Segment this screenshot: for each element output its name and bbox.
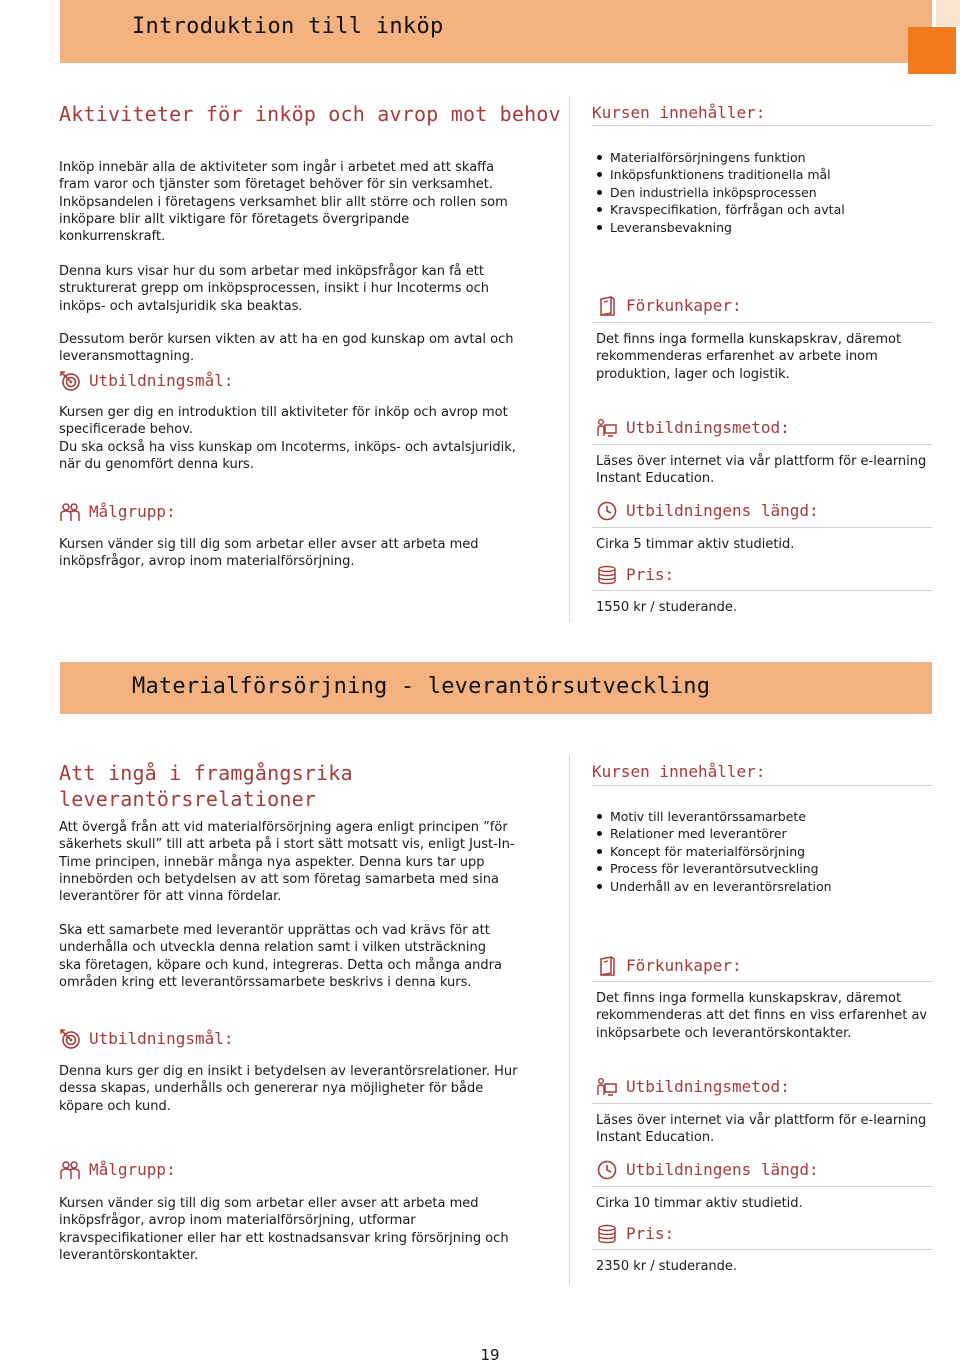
- goal-text: Kursen ger dig en introduktion till aktiviteter för inköp och avrop mot specificerade behov. Du ska också ha viss kunskap om Incoterms, inköps- och avtalsjuridik, när du genomfört denna kurs.: [59, 405, 516, 472]
- price-heading: [596, 564, 674, 586]
- divider: [592, 1249, 932, 1250]
- price-text: 2350 kr / studerande.: [596, 1259, 738, 1274]
- price-label: Pris:: [626, 565, 675, 585]
- length-label: Utbildningens längd:: [626, 501, 819, 521]
- target-icon: [59, 1028, 81, 1050]
- method-text: Läses över internet via vår plattform för e-learning Instant Education.: [596, 1113, 927, 1146]
- decorative-square: [936, 0, 960, 26]
- decorative-square: [908, 27, 956, 74]
- divider: [592, 785, 932, 786]
- length-heading: [596, 1159, 819, 1181]
- prereq-heading: [596, 295, 742, 317]
- goal-text: Denna kurs ger dig en insikt i betydelsen av leverantörsrelationer. Hur dessa skapas, underhålls och genererar nya möjligheter för både köpare och kund.: [59, 1064, 518, 1114]
- coins-icon: [596, 1223, 618, 1245]
- length-label: Utbildningens längd:: [626, 1160, 819, 1180]
- book-icon: [596, 955, 618, 977]
- divider: [592, 322, 932, 323]
- goal-label: Utbildningsmål:: [89, 1029, 234, 1049]
- list-item: Underhåll av en leverantörsrelation: [596, 878, 932, 895]
- book-icon: [596, 295, 618, 317]
- method-heading: [596, 417, 790, 439]
- coins-icon: [596, 564, 618, 586]
- course-heading: Att ingå i framgångsrika leverantörsrelationer: [59, 761, 353, 811]
- prereq-label: Förkunkaper:: [626, 956, 742, 976]
- column-separator: [569, 96, 570, 622]
- divider: [592, 444, 932, 445]
- method-heading: [596, 1076, 790, 1098]
- clock-icon: [596, 1159, 618, 1181]
- list-item: Inköpsfunktionens traditionella mål: [596, 166, 932, 183]
- page-number: 19: [480, 1346, 500, 1363]
- list-item: Den industriella inköpsprocessen: [596, 184, 932, 201]
- column-separator: [569, 755, 570, 1285]
- intro-paragraph: Inköp innebär alla de aktiviteter som ingår i arbetet med att skaffa fram varor och tjänster som företaget behöver för sin verksamhet. Inköpsandelen i företagens verksamhet blir allt större och rollen som inköpare blir allt viktigare för företagets övergripande konkurrenskraft.: [59, 160, 508, 245]
- length-heading: [596, 500, 819, 522]
- prereq-text: Det finns inga formella kunskapskrav, däremot rekommenderas erfarenhet av arbete inom produktion, lager och logistik.: [596, 332, 902, 382]
- divider: [592, 981, 932, 982]
- price-label: Pris:: [626, 1224, 675, 1244]
- list-item: Kravspecifikation, förfrågan och avtal: [596, 201, 932, 218]
- contents-list: [596, 808, 932, 895]
- list-item: Koncept för materialförsörjning: [596, 843, 932, 860]
- list-item: Process för leverantörsutveckling: [596, 860, 932, 877]
- goal-label: Utbildningsmål:: [89, 371, 234, 391]
- clock-icon: [596, 500, 618, 522]
- list-item: Relationer med leverantörer: [596, 825, 932, 842]
- intro-paragraph: Att övergå från att vid materialförsörjning agera enligt principen ”för säkerhets skull” till att arbeta på i stort sätt motsatt vis, enligt Just-In-Time principen, innebär många nya aspekter. Denna kurs tar upp innebörden och betydelsen av att som företag samarbeta med sina leverantörer för att vinna fördelar.: [59, 820, 515, 905]
- goal-heading: [59, 1028, 234, 1050]
- target-group-heading: [59, 501, 176, 523]
- target-group-label: Målgrupp:: [89, 1160, 176, 1180]
- prereq-label: Förkunkaper:: [626, 296, 742, 316]
- length-text: Cirka 10 timmar aktiv studietid.: [596, 1196, 803, 1211]
- computer-icon: [596, 417, 618, 439]
- goal-heading: [59, 370, 234, 392]
- list-item: Materialförsörjningens funktion: [596, 149, 932, 166]
- course-heading: Aktiviteter för inköp och avrop mot behov: [59, 102, 561, 126]
- divider: [592, 1103, 932, 1104]
- people-icon: [59, 501, 81, 523]
- intro-paragraph: Dessutom berör kursen vikten av att ha en god kunskap om avtal och leveransmottagning.: [59, 332, 514, 365]
- contents-list: [596, 149, 932, 236]
- divider: [592, 590, 932, 591]
- divider: [592, 125, 932, 126]
- prereq-text: Det finns inga formella kunskapskrav, däremot rekommenderas att det finns en viss erfarenhet av inköpsarbete och leverantörskontakter.: [596, 991, 928, 1041]
- divider: [592, 527, 932, 528]
- section-title: Materialförsörjning - leverantörsutveckling: [132, 674, 711, 699]
- length-text: Cirka 5 timmar aktiv studietid.: [596, 537, 795, 552]
- list-item: Motiv till leverantörssamarbete: [596, 808, 932, 825]
- computer-icon: [596, 1076, 618, 1098]
- contents-heading: Kursen innehåller:: [592, 103, 766, 122]
- price-text: 1550 kr / studerande.: [596, 600, 738, 615]
- intro-paragraph: Ska ett samarbete med leverantör upprättas och vad krävs för att underhålla och utveckla denna relation samt i vilken utsträckning ska företagen, köpare och kund, integreras. Detta och många andra områden kring ett leverantörssamarbete beskrivs i denna kurs.: [59, 923, 502, 990]
- section-banner: [60, 0, 932, 63]
- method-text: Läses över internet via vår plattform för e-learning Instant Education.: [596, 454, 927, 487]
- prereq-heading: [596, 955, 742, 977]
- target-group-heading: [59, 1159, 176, 1181]
- intro-paragraph: Denna kurs visar hur du som arbetar med inköpsfrågor kan få ett strukturerat grepp om inköpsprocessen, insikt i hur Incoterms och inköps- och avtalsjuridik ska beaktas.: [59, 264, 489, 314]
- target-icon: [59, 370, 81, 392]
- target-group-label: Målgrupp:: [89, 502, 176, 522]
- section-banner: [60, 662, 932, 714]
- divider: [592, 1186, 932, 1187]
- method-label: Utbildningsmetod:: [626, 418, 790, 438]
- contents-heading: Kursen innehåller:: [592, 762, 766, 781]
- section-title: Introduktion till inköp: [132, 14, 444, 39]
- target-group-text: Kursen vänder sig till dig som arbetar eller avser att arbeta med inköpsfrågor, avrop inom materialförsörjning, utformar kravspecifikationer eller har ett kostnadsansvar kring försörjning och leverantörskontakter.: [59, 1196, 509, 1263]
- target-group-text: Kursen vänder sig till dig som arbetar eller avser att arbeta med inköpsfrågor, avrop inom materialförsörjning.: [59, 537, 479, 570]
- list-item: Leveransbevakning: [596, 219, 932, 236]
- method-label: Utbildningsmetod:: [626, 1077, 790, 1097]
- people-icon: [59, 1159, 81, 1181]
- price-heading: [596, 1223, 674, 1245]
